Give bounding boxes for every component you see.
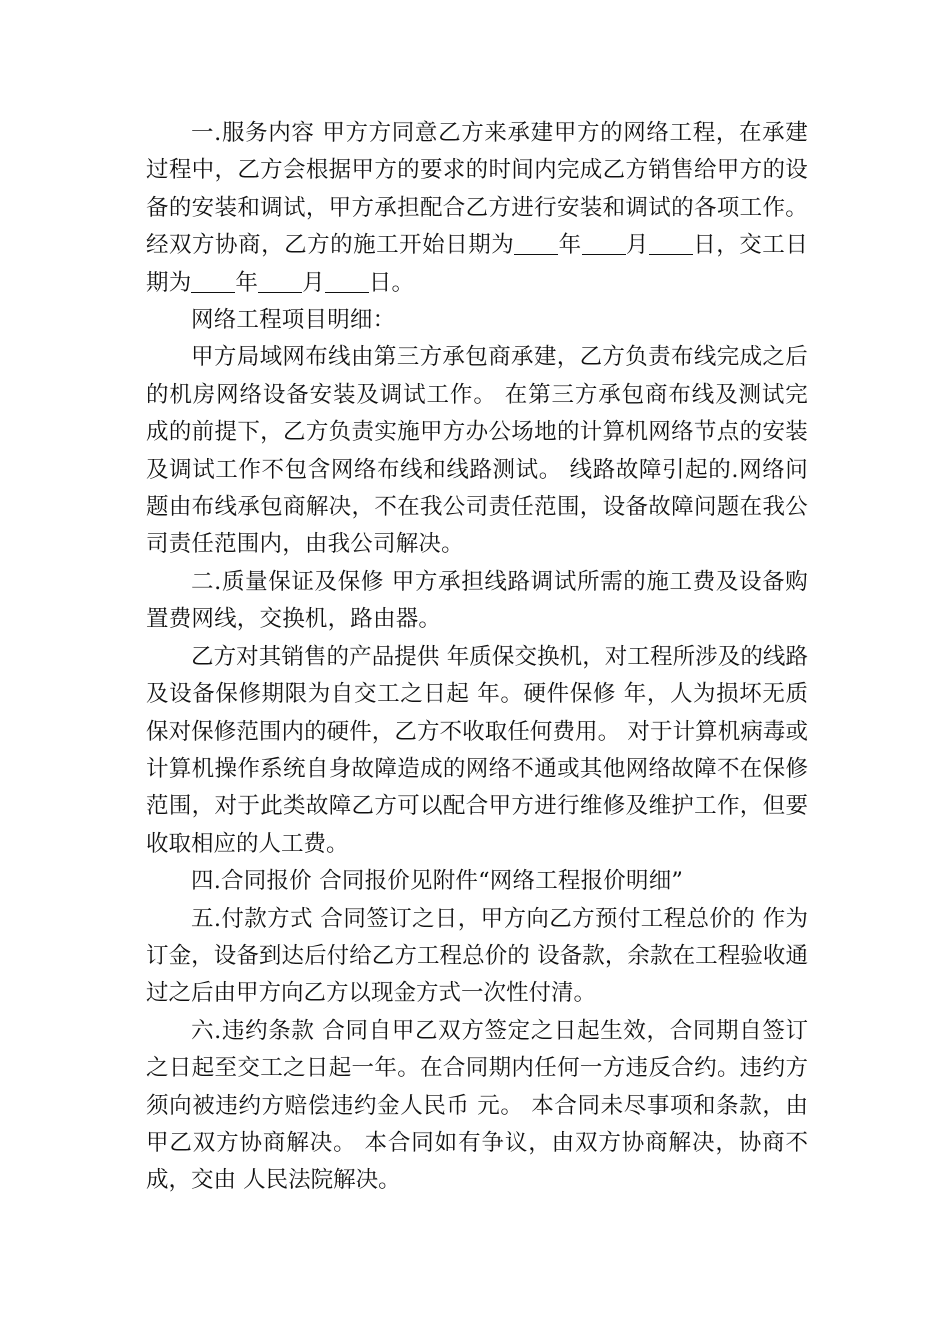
paragraph-payment-method: 五.付款方式 合同签订之日，甲方向乙方预付工程总价的 作为订金，设备到达后付给乙方工程总价的 设备款，余款在工程验收通过之后由甲方向乙方以现金方式一次性付清。 <box>146 905 808 1007</box>
label-month: 月 <box>625 232 649 259</box>
blank-end-day <box>325 270 369 293</box>
paragraph-warranty-terms: 乙方对其销售的产品提供 年质保交换机，对工程所涉及的线路及设备保修期限为自交工之日起 年。硬件保修 年，人为损坏无质保对保修范围内的硬件，乙方不收取任何费用。 对于计算机病毒或计算机操作系统自身故障造成的网络不通或其他网络故障不在保修范围，对于此类故障乙方可以配合甲方进行维修及维护工作，但要收取相应的人工费。 <box>146 643 808 857</box>
label-year: 年 <box>558 232 582 259</box>
paragraph-project-details: 甲方局域网布线由第三方承包商承建，乙方负责布线完成之后的机房网络设备安装及调试工作。 在第三方承包商布线及测试完成的前提下，乙方负责实施甲方办公场地的计算机网络节点的安装及调试工作不包含网络布线和线路测试。 线路故障引起的.网络问题由布线承包商解决，不在我公司责任范围，设备故障问题在我公司责任范围内，由我公司解决。 <box>146 344 808 558</box>
paragraph-service-content <box>146 115 808 302</box>
document-body <box>146 115 808 1200</box>
paragraph-breach-terms: 六.违约条款 合同自甲乙双方签定之日起生效，合同期自签订之日起至交工之日起一年。在合同期内任何一方违反合约。违约方须向被违约方赔偿违约金人民币 元。 本合同未尽事项和条款，由甲乙双方协商解决。 本合同如有争议，由双方协商解决，协商不成，交由 人民法院解决。 <box>146 1017 808 1194</box>
blank-start-month <box>582 232 626 255</box>
paragraph-quality-warranty: 二.质量保证及保修 甲方承担线路调试所需的施工费及设备购置费网线，交换机，路由器。 <box>146 568 808 633</box>
label-month: 月 <box>302 269 325 296</box>
paragraph-text: 一.服务内容 甲方方同意乙方来承建甲方的网络工程，在承建过程中，乙方会根据甲方的要求的时间内完成乙方销售给甲方的设备的安装和调试，甲方承担配合乙方进行安装和调试的各项工作。 经双方协商，乙方的施工开始日期为 <box>146 120 808 259</box>
blank-start-day <box>649 232 693 255</box>
label-year: 年 <box>235 269 259 296</box>
paragraph-contract-quote: 四.合同报价 合同报价见附件“网络工程报价明细” <box>191 868 684 895</box>
label-day-end: 日。 <box>368 269 415 296</box>
blank-end-year <box>191 270 235 293</box>
blank-end-month <box>258 270 302 293</box>
label-day-completion: 日，交工日期为 <box>146 232 809 296</box>
paragraph-project-details-heading: 网络工程项目明细： <box>191 307 396 334</box>
blank-start-year <box>514 232 558 255</box>
